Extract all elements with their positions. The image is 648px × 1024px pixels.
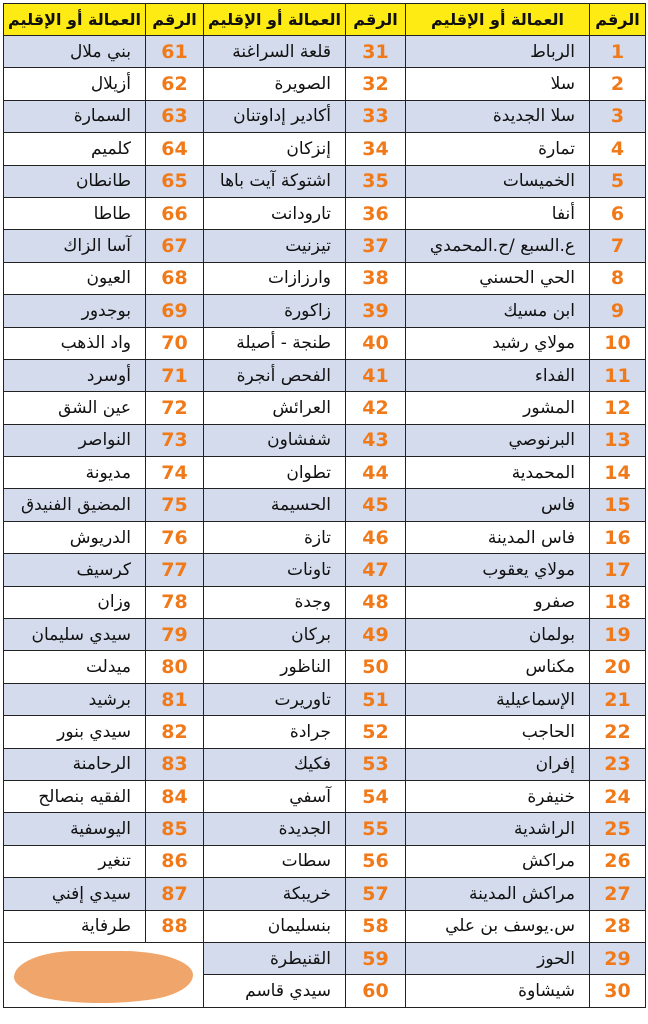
row-number-cell: 70 [146, 327, 204, 359]
province-name-cell: سطات [204, 845, 346, 877]
province-name-cell: تنغير [4, 845, 146, 877]
table-row [4, 554, 646, 586]
header-number-col-1: الرقم [590, 4, 646, 36]
table-row [4, 716, 646, 748]
row-number-cell: 46 [346, 521, 406, 553]
province-name-cell: تيزنيت [204, 230, 346, 262]
province-name-cell: الفحص أنجرة [204, 359, 346, 391]
province-name-cell: الفقيه بنصالح [4, 780, 146, 812]
row-number-cell: 6 [590, 197, 646, 229]
row-number-cell: 49 [346, 619, 406, 651]
table-row [4, 489, 646, 521]
row-number-cell: 75 [146, 489, 204, 521]
row-number-cell: 24 [590, 780, 646, 812]
province-name-cell: السمارة [4, 100, 146, 132]
row-number-cell: 82 [146, 716, 204, 748]
province-name-cell: اليوسفية [4, 813, 146, 845]
row-number-cell: 65 [146, 165, 204, 197]
table-row [4, 359, 646, 391]
row-number-cell: 9 [590, 295, 646, 327]
row-number-cell: 23 [590, 748, 646, 780]
row-number-cell: 38 [346, 262, 406, 294]
province-name-cell: الحي الحسني [406, 262, 590, 294]
row-number-cell: 15 [590, 489, 646, 521]
row-number-cell: 35 [346, 165, 406, 197]
row-number-cell: 20 [590, 651, 646, 683]
row-number-cell: 79 [146, 619, 204, 651]
redaction-blot-lower [26, 973, 176, 1003]
province-name-cell: وجدة [204, 586, 346, 618]
province-name-cell: ع.السبع /ح.المحمدي [406, 230, 590, 262]
province-name-cell: سلا [406, 68, 590, 100]
row-number-cell: 67 [146, 230, 204, 262]
row-number-cell: 77 [146, 554, 204, 586]
province-name-cell: الراشدية [406, 813, 590, 845]
row-number-cell: 25 [590, 813, 646, 845]
province-name-cell: سيدي سليمان [4, 619, 146, 651]
table-row [4, 910, 646, 942]
row-number-cell: 87 [146, 878, 204, 910]
province-name-cell: إنزكان [204, 133, 346, 165]
province-name-cell: الإسماعيلية [406, 683, 590, 715]
province-name-cell: كرسيف [4, 554, 146, 586]
table-row [4, 521, 646, 553]
province-name-cell: شفشاون [204, 424, 346, 456]
province-name-cell: سيدي إفني [4, 878, 146, 910]
table-row [4, 36, 646, 68]
province-name-cell: العرائش [204, 392, 346, 424]
province-name-cell: الرباط [406, 36, 590, 68]
province-name-cell: طرفاية [4, 910, 146, 942]
row-number-cell: 29 [590, 942, 646, 974]
row-number-cell: 33 [346, 100, 406, 132]
table-row [4, 748, 646, 780]
province-name-cell: المحمدية [406, 457, 590, 489]
province-name-cell: الحوز [406, 942, 590, 974]
table-row [4, 230, 646, 262]
province-name-cell: القنيطرة [204, 942, 346, 974]
province-name-cell: مولاي رشيد [406, 327, 590, 359]
row-number-cell: 88 [146, 910, 204, 942]
province-name-cell: أزيلال [4, 68, 146, 100]
provinces-table [3, 3, 646, 1008]
row-number-cell: 5 [590, 165, 646, 197]
table-row [4, 327, 646, 359]
province-name-cell: العيون [4, 262, 146, 294]
row-number-cell: 63 [146, 100, 204, 132]
row-number-cell: 74 [146, 457, 204, 489]
header-name-col-2: العمالة أو الإقليم [204, 4, 346, 36]
province-name-cell: طنجة - أصيلة [204, 327, 346, 359]
row-number-cell: 22 [590, 716, 646, 748]
row-number-cell: 13 [590, 424, 646, 456]
row-number-cell: 54 [346, 780, 406, 812]
province-name-cell: البرنوصي [406, 424, 590, 456]
row-number-cell: 21 [590, 683, 646, 715]
table-row [4, 262, 646, 294]
province-name-cell: آسفي [204, 780, 346, 812]
province-name-cell: خنيفرة [406, 780, 590, 812]
province-name-cell: اشتوكة آيت باها [204, 165, 346, 197]
row-number-cell: 52 [346, 716, 406, 748]
province-name-cell: الحسيمة [204, 489, 346, 521]
row-number-cell: 50 [346, 651, 406, 683]
row-number-cell: 45 [346, 489, 406, 521]
row-number-cell: 43 [346, 424, 406, 456]
province-name-cell: كلميم [4, 133, 146, 165]
row-number-cell: 30 [590, 975, 646, 1007]
row-number-cell: 8 [590, 262, 646, 294]
province-name-cell: عين الشق [4, 392, 146, 424]
row-number-cell: 76 [146, 521, 204, 553]
table-row [4, 197, 646, 229]
table-row [4, 813, 646, 845]
province-name-cell: تارودانت [204, 197, 346, 229]
province-name-cell: الخميسات [406, 165, 590, 197]
province-name-cell: مكناس [406, 651, 590, 683]
province-name-cell: خريبكة [204, 878, 346, 910]
province-name-cell: قلعة السراغنة [204, 36, 346, 68]
province-name-cell: الدريوش [4, 521, 146, 553]
province-name-cell: بركان [204, 619, 346, 651]
row-number-cell: 56 [346, 845, 406, 877]
province-name-cell: ميدلت [4, 651, 146, 683]
province-name-cell: جرادة [204, 716, 346, 748]
province-name-cell: بنسليمان [204, 910, 346, 942]
row-number-cell: 3 [590, 100, 646, 132]
table-row [4, 68, 646, 100]
province-name-cell: أكادير إداوتنان [204, 100, 346, 132]
province-name-cell: الجديدة [204, 813, 346, 845]
row-number-cell: 48 [346, 586, 406, 618]
province-name-cell: صفرو [406, 586, 590, 618]
row-number-cell: 72 [146, 392, 204, 424]
table-row [4, 424, 646, 456]
table-row [4, 457, 646, 489]
row-number-cell: 10 [590, 327, 646, 359]
row-number-cell: 31 [346, 36, 406, 68]
row-number-cell: 86 [146, 845, 204, 877]
province-name-cell: تطوان [204, 457, 346, 489]
row-number-cell: 27 [590, 878, 646, 910]
province-name-cell: شيشاوة [406, 975, 590, 1007]
row-number-cell: 73 [146, 424, 204, 456]
province-name-cell: الحاجب [406, 716, 590, 748]
province-name-cell: فكيك [204, 748, 346, 780]
province-name-cell: الناظور [204, 651, 346, 683]
row-number-cell: 18 [590, 586, 646, 618]
province-name-cell: وارزازات [204, 262, 346, 294]
table-row [4, 586, 646, 618]
province-name-cell: مولاي يعقوب [406, 554, 590, 586]
row-number-cell: 71 [146, 359, 204, 391]
province-name-cell: فاس [406, 489, 590, 521]
province-name-cell: بني ملال [4, 36, 146, 68]
province-name-cell: الصويرة [204, 68, 346, 100]
province-name-cell: تمارة [406, 133, 590, 165]
table-row [4, 392, 646, 424]
province-name-cell: سلا الجديدة [406, 100, 590, 132]
redacted-area [4, 942, 204, 1007]
province-name-cell: الرحامنة [4, 748, 146, 780]
province-name-cell: طانطان [4, 165, 146, 197]
province-name-cell: وزان [4, 586, 146, 618]
province-name-cell: س.يوسف بن علي [406, 910, 590, 942]
province-name-cell: برشيد [4, 683, 146, 715]
table-row [4, 780, 646, 812]
province-name-cell: آسا الزاك [4, 230, 146, 262]
province-name-cell: النواصر [4, 424, 146, 456]
row-number-cell: 12 [590, 392, 646, 424]
table-row [4, 133, 646, 165]
province-name-cell: ابن مسيك [406, 295, 590, 327]
row-number-cell: 40 [346, 327, 406, 359]
row-number-cell: 69 [146, 295, 204, 327]
row-number-cell: 11 [590, 359, 646, 391]
row-number-cell: 81 [146, 683, 204, 715]
province-name-cell: المشور [406, 392, 590, 424]
row-number-cell: 16 [590, 521, 646, 553]
row-number-cell: 37 [346, 230, 406, 262]
province-name-cell: فاس المدينة [406, 521, 590, 553]
province-name-cell: تازة [204, 521, 346, 553]
province-name-cell: أوسرد [4, 359, 146, 391]
row-number-cell: 42 [346, 392, 406, 424]
row-number-cell: 66 [146, 197, 204, 229]
table-row [4, 619, 646, 651]
provinces-table-container [3, 3, 645, 1008]
row-number-cell: 55 [346, 813, 406, 845]
header-name-col-3: العمالة أو الإقليم [4, 4, 146, 36]
province-name-cell: أنفا [406, 197, 590, 229]
row-number-cell: 34 [346, 133, 406, 165]
row-number-cell: 80 [146, 651, 204, 683]
province-name-cell: سيدي بنور [4, 716, 146, 748]
row-number-cell: 19 [590, 619, 646, 651]
row-number-cell: 47 [346, 554, 406, 586]
table-row [4, 165, 646, 197]
province-name-cell: واد الذهب [4, 327, 146, 359]
row-number-cell: 51 [346, 683, 406, 715]
row-number-cell: 78 [146, 586, 204, 618]
province-name-cell: المضيق الفنيدق [4, 489, 146, 521]
province-name-cell: تاوريرت [204, 683, 346, 715]
province-name-cell: بولمان [406, 619, 590, 651]
row-number-cell: 58 [346, 910, 406, 942]
table-row [4, 295, 646, 327]
header-number-col-2: الرقم [346, 4, 406, 36]
province-name-cell: مراكش [406, 845, 590, 877]
row-number-cell: 62 [146, 68, 204, 100]
table-body [4, 36, 646, 1008]
table-row [4, 942, 646, 974]
province-name-cell: بوجدور [4, 295, 146, 327]
row-number-cell: 2 [590, 68, 646, 100]
table-row [4, 100, 646, 132]
row-number-cell: 64 [146, 133, 204, 165]
row-number-cell: 26 [590, 845, 646, 877]
row-number-cell: 28 [590, 910, 646, 942]
row-number-cell: 44 [346, 457, 406, 489]
province-name-cell: طاطا [4, 197, 146, 229]
header-number-col-3: الرقم [146, 4, 204, 36]
row-number-cell: 39 [346, 295, 406, 327]
row-number-cell: 61 [146, 36, 204, 68]
row-number-cell: 4 [590, 133, 646, 165]
row-number-cell: 1 [590, 36, 646, 68]
province-name-cell: زاكورة [204, 295, 346, 327]
row-number-cell: 32 [346, 68, 406, 100]
row-number-cell: 60 [346, 975, 406, 1007]
header-row [4, 4, 646, 36]
header-name-col-1: العمالة أو الإقليم [406, 4, 590, 36]
row-number-cell: 84 [146, 780, 204, 812]
table-row [4, 845, 646, 877]
row-number-cell: 59 [346, 942, 406, 974]
table-row [4, 878, 646, 910]
province-name-cell: مراكش المدينة [406, 878, 590, 910]
province-name-cell: إفران [406, 748, 590, 780]
row-number-cell: 85 [146, 813, 204, 845]
row-number-cell: 83 [146, 748, 204, 780]
row-number-cell: 68 [146, 262, 204, 294]
province-name-cell: سيدي قاسم [204, 975, 346, 1007]
table-row [4, 683, 646, 715]
province-name-cell: مديونة [4, 457, 146, 489]
table-row [4, 651, 646, 683]
row-number-cell: 53 [346, 748, 406, 780]
province-name-cell: تاونات [204, 554, 346, 586]
row-number-cell: 36 [346, 197, 406, 229]
row-number-cell: 41 [346, 359, 406, 391]
row-number-cell: 14 [590, 457, 646, 489]
row-number-cell: 57 [346, 878, 406, 910]
province-name-cell: الفداء [406, 359, 590, 391]
row-number-cell: 17 [590, 554, 646, 586]
row-number-cell: 7 [590, 230, 646, 262]
